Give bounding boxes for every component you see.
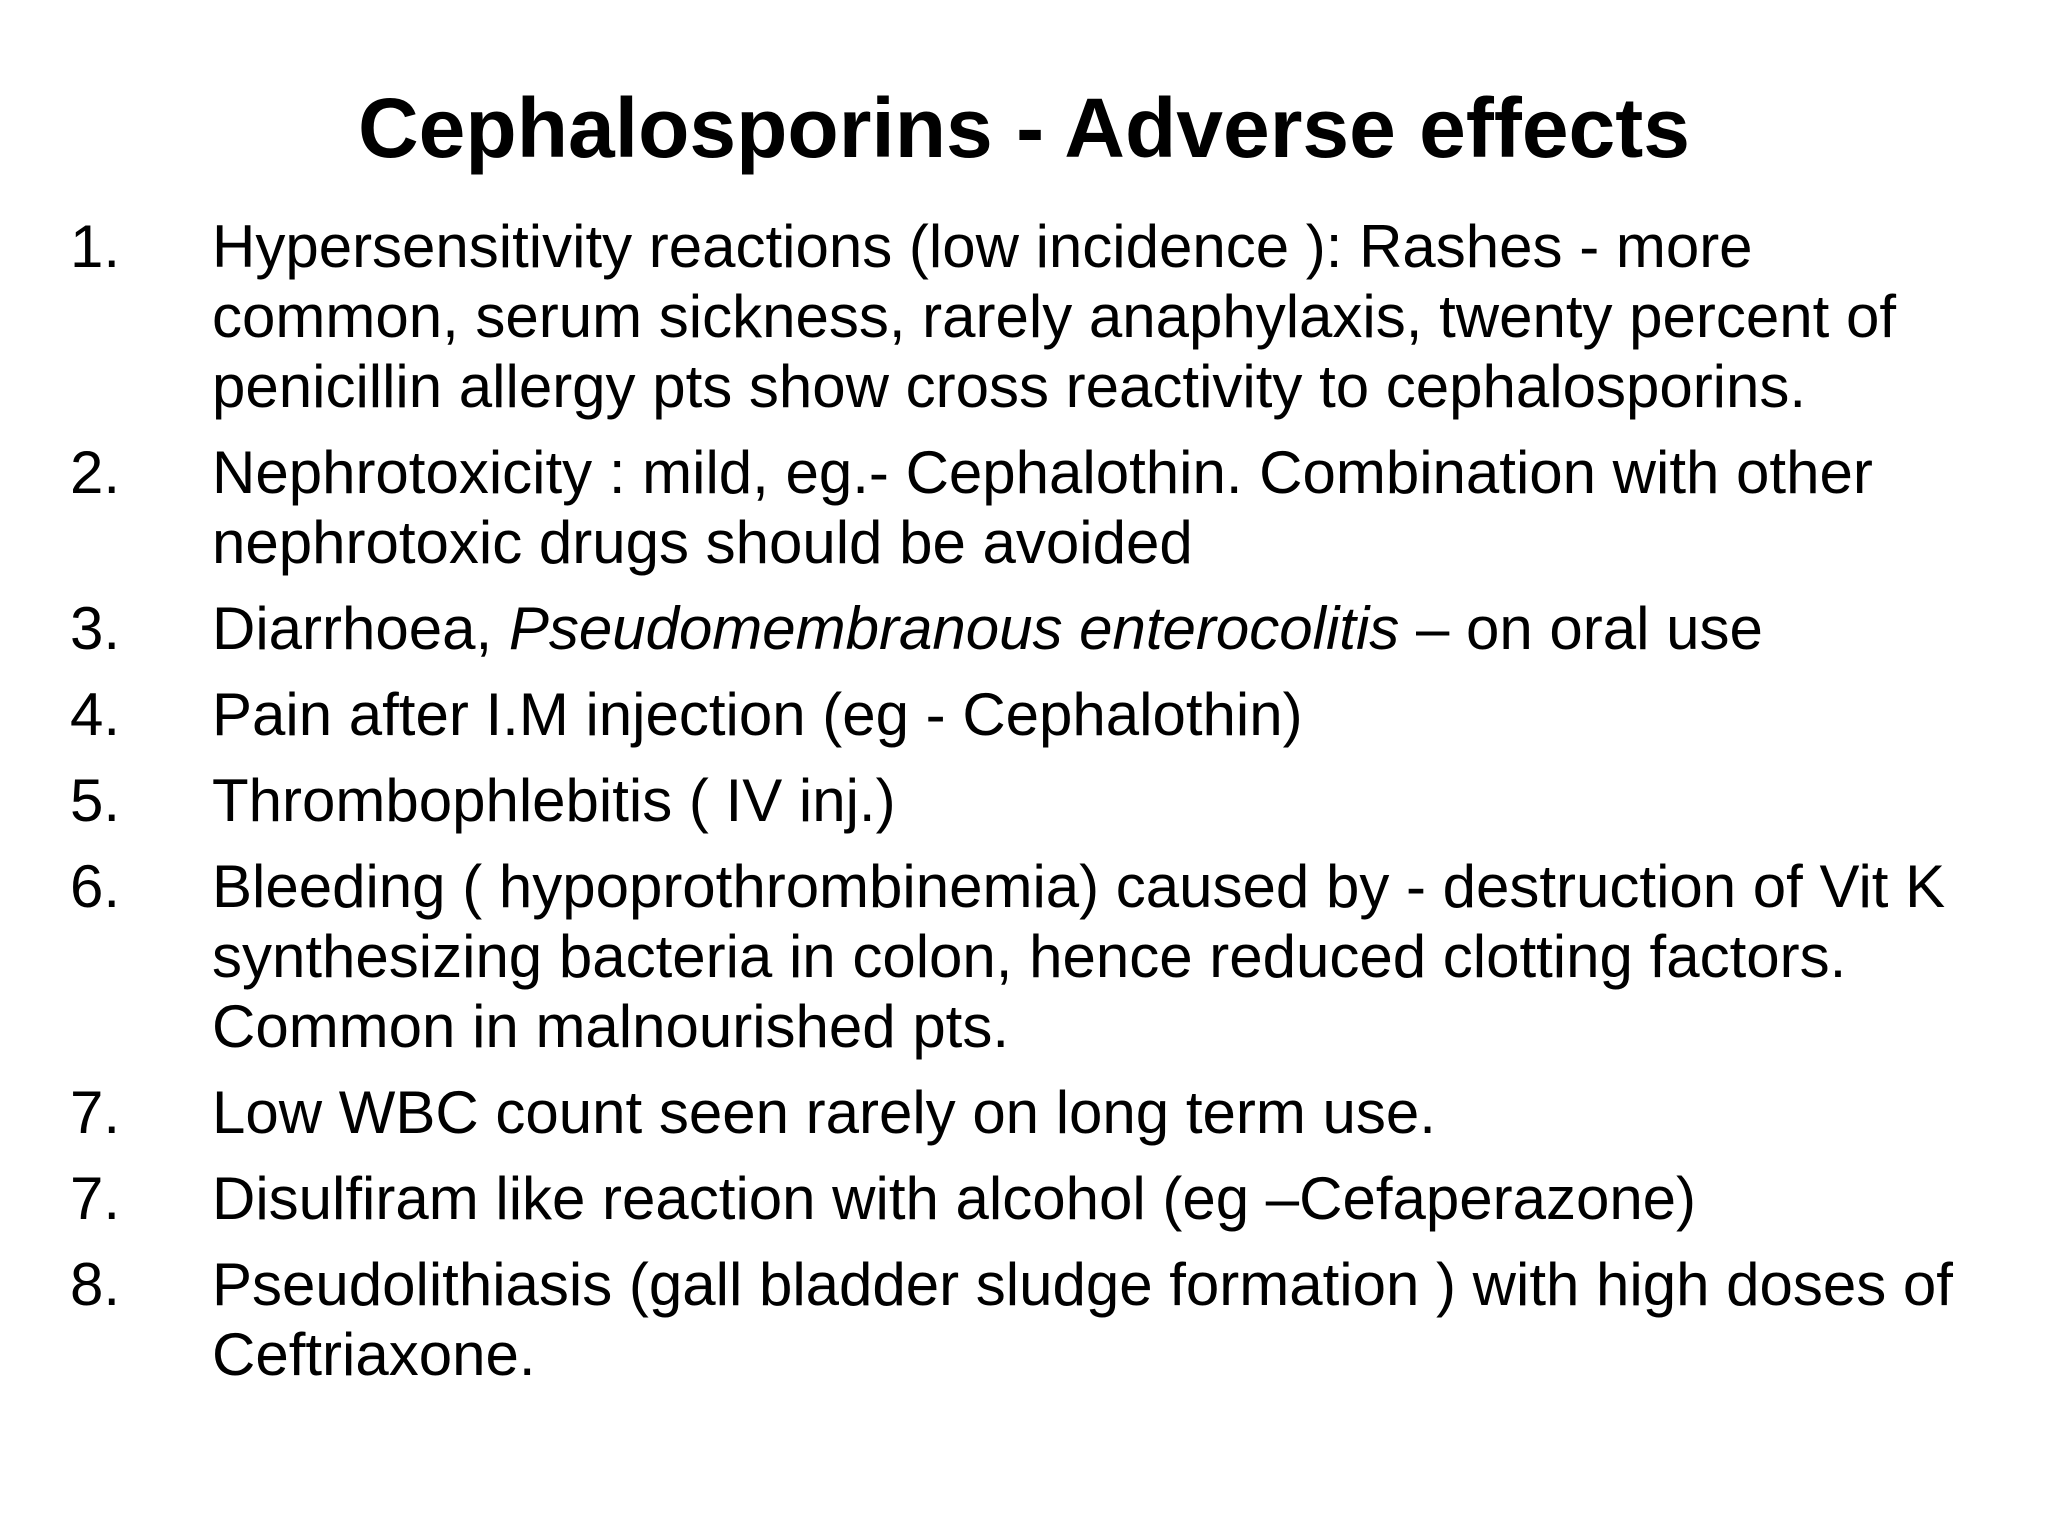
item-text: Low WBC count seen rarely on long term use. bbox=[212, 1079, 1436, 1146]
list-item bbox=[70, 212, 2000, 422]
list-item bbox=[70, 766, 2000, 836]
item-number: 3. bbox=[70, 595, 121, 662]
item-text: Hypersensitivity reactions (low incidence ): Rashes - more common, serum sickness, rarely anaphylaxis, twenty percent of penicillin allergy pts show cross reactivity to cephalosporins. bbox=[212, 213, 1897, 420]
adverse-effects-list bbox=[70, 212, 2000, 1406]
list-item bbox=[70, 1078, 2000, 1148]
item-text: Bleeding ( hypoprothrombinemia) caused by - destruction of Vit K synthesizing bacteria in colon, hence reduced clotting factors. Common in malnourished pts. bbox=[212, 853, 1946, 1060]
item-number: 8. bbox=[70, 1251, 121, 1318]
item-text: Nephrotoxicity : mild, eg.- Cephalothin. Combination with other nephrotoxic drugs should be avoided bbox=[212, 439, 1873, 576]
item-number: 7. bbox=[70, 1165, 121, 1232]
item-number: 5. bbox=[70, 767, 121, 834]
list-item bbox=[70, 438, 2000, 578]
item-text: Pseudolithiasis (gall bladder sludge formation ) with high doses of Ceftriaxone. bbox=[212, 1251, 1953, 1388]
slide-title: Cephalosporins - Adverse effects bbox=[358, 81, 1690, 175]
item-text: Disulfiram like reaction with alcohol (eg –Cefaperazone) bbox=[212, 1165, 1697, 1232]
list-item bbox=[70, 1164, 2000, 1234]
list-item bbox=[70, 1250, 2000, 1390]
item-text-italic: Pseudomembranous enterocolitis bbox=[508, 595, 1400, 662]
item-text bbox=[212, 594, 1992, 664]
item-number: 2. bbox=[70, 439, 121, 506]
item-number: 1. bbox=[70, 213, 121, 280]
item-number: 6. bbox=[70, 853, 121, 920]
list-item bbox=[70, 680, 2000, 750]
item-number: 4. bbox=[70, 681, 121, 748]
list-item bbox=[70, 852, 2000, 1062]
list-item bbox=[70, 594, 2000, 664]
item-text: Pain after I.M injection (eg - Cephalothin) bbox=[212, 681, 1303, 748]
item-text: Thrombophlebitis ( IV inj.) bbox=[212, 767, 896, 834]
item-number: 7. bbox=[70, 1079, 121, 1146]
item-text-pre: Diarrhoea, bbox=[212, 595, 509, 662]
item-text-post: – on oral use bbox=[1399, 595, 1763, 662]
